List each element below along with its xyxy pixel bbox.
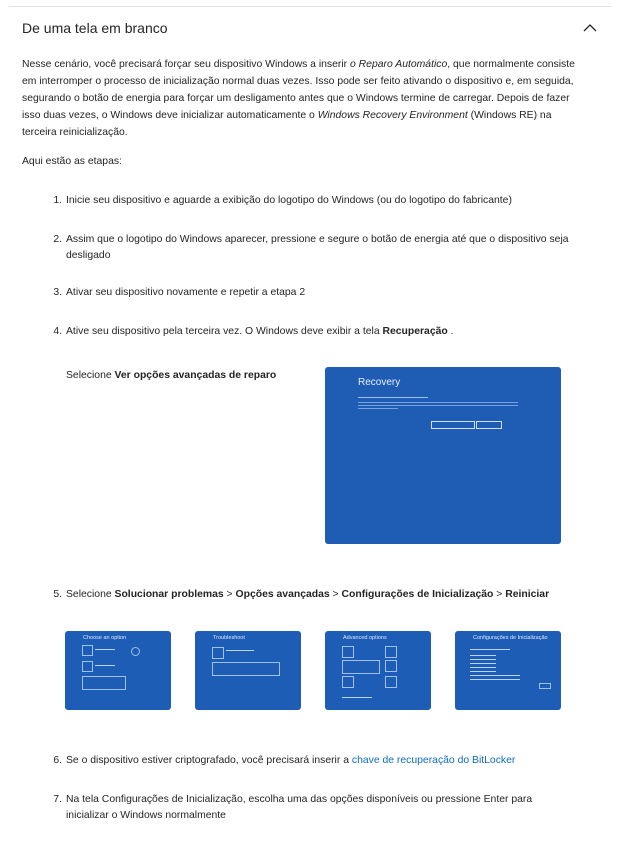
restart-button (539, 683, 551, 689)
step-number: 3. (53, 287, 62, 298)
option-tile-selected (82, 676, 126, 690)
recovery-screen-title: Recovery (358, 377, 401, 388)
accordion-header[interactable] (9, 7, 611, 49)
step-number: 5. (53, 589, 62, 600)
screen-text-line (358, 405, 518, 406)
startup-settings-screenshot: Configurações de Inicialização (455, 631, 561, 710)
power-option-tile (131, 647, 140, 656)
advanced-repair-term: Ver opções avançadas de reparo (114, 370, 277, 381)
step-text: Ative seu dispositivo pela terceira vez. O Windows deve exibir a tela Recuperação . (66, 326, 454, 337)
step-text: Na tela Configurações de Inicialização, escolha uma das opções disponíveis ou pressione Enter para inicializar o Windows normalmente (66, 794, 533, 821)
step-number: 1. (53, 195, 62, 206)
option-tile (82, 661, 93, 672)
step-text: Selecione Solucionar problemas > Opções avançadas > Configurações de Inicialização > Reiniciar (66, 589, 550, 600)
option-tile (82, 645, 93, 656)
advanced-options-screenshot: Advanced options (325, 631, 431, 710)
step-number: 6. (53, 755, 62, 766)
restart-pc-button (476, 421, 502, 429)
step-number: 2. (53, 234, 62, 245)
step-text: Se o dispositivo estiver criptografado, você precisará inserir a chave de recuperação do BitLocker (66, 755, 516, 766)
steps-intro: Aqui estão as etapas: (22, 156, 122, 167)
automatic-repair-term: o Reparo Automático (350, 59, 448, 70)
chevron-up-icon[interactable] (582, 20, 598, 36)
screen-text-line (358, 408, 398, 409)
choose-option-screenshot: Choose an option (65, 631, 171, 710)
step-number: 7. (53, 794, 62, 805)
startup-settings-tile (342, 660, 380, 674)
step-text: Inicie seu dispositivo e aguarde a exibição do logotipo do Windows (ou do logotipo do fabricante) (66, 195, 512, 206)
step-4-substep: Selecione Ver opções avançadas de reparo (66, 370, 277, 381)
option-tile (212, 647, 224, 659)
see-advanced-repair-options-button (431, 421, 475, 429)
screen-text-line (358, 402, 518, 403)
bitlocker-recovery-key-link[interactable]: chave de recuperação do BitLocker (351, 755, 516, 766)
step-number: 4. (53, 326, 62, 337)
step-text: Assim que o logotipo do Windows aparecer, pressione e segure o botão de energia até que o dispositivo seja desligado (66, 234, 569, 261)
intro-paragraph: Nesse cenário, você precisará forçar seu dispositivo Windows a inserir o Reparo Automático, que normalmente consiste em interromper o processo de inicialização normal duas vezes. Isso pode ser feito ativando o dispositivo e, em seguida, segurando o botão de energia para forçar um desligamento antes que o Windows termine de carregar. Depois de fazer isso duas vezes, o Windows deve inicializar automaticamente o Windows Recovery Environment (Windows RE) na terceira reinicialização. (22, 59, 575, 138)
troubleshoot-screenshot: Troubleshoot (195, 631, 301, 710)
section-title: De uma tela em branco (22, 20, 168, 36)
winre-term: Windows Recovery Environment (317, 110, 468, 121)
recovery-term: Recuperação (382, 326, 448, 337)
screen-text-line (358, 397, 428, 398)
step-text: Ativar seu dispositivo novamente e repetir a etapa 2 (66, 287, 306, 298)
option-tile-selected (212, 662, 280, 676)
recovery-screenshot (325, 367, 561, 544)
